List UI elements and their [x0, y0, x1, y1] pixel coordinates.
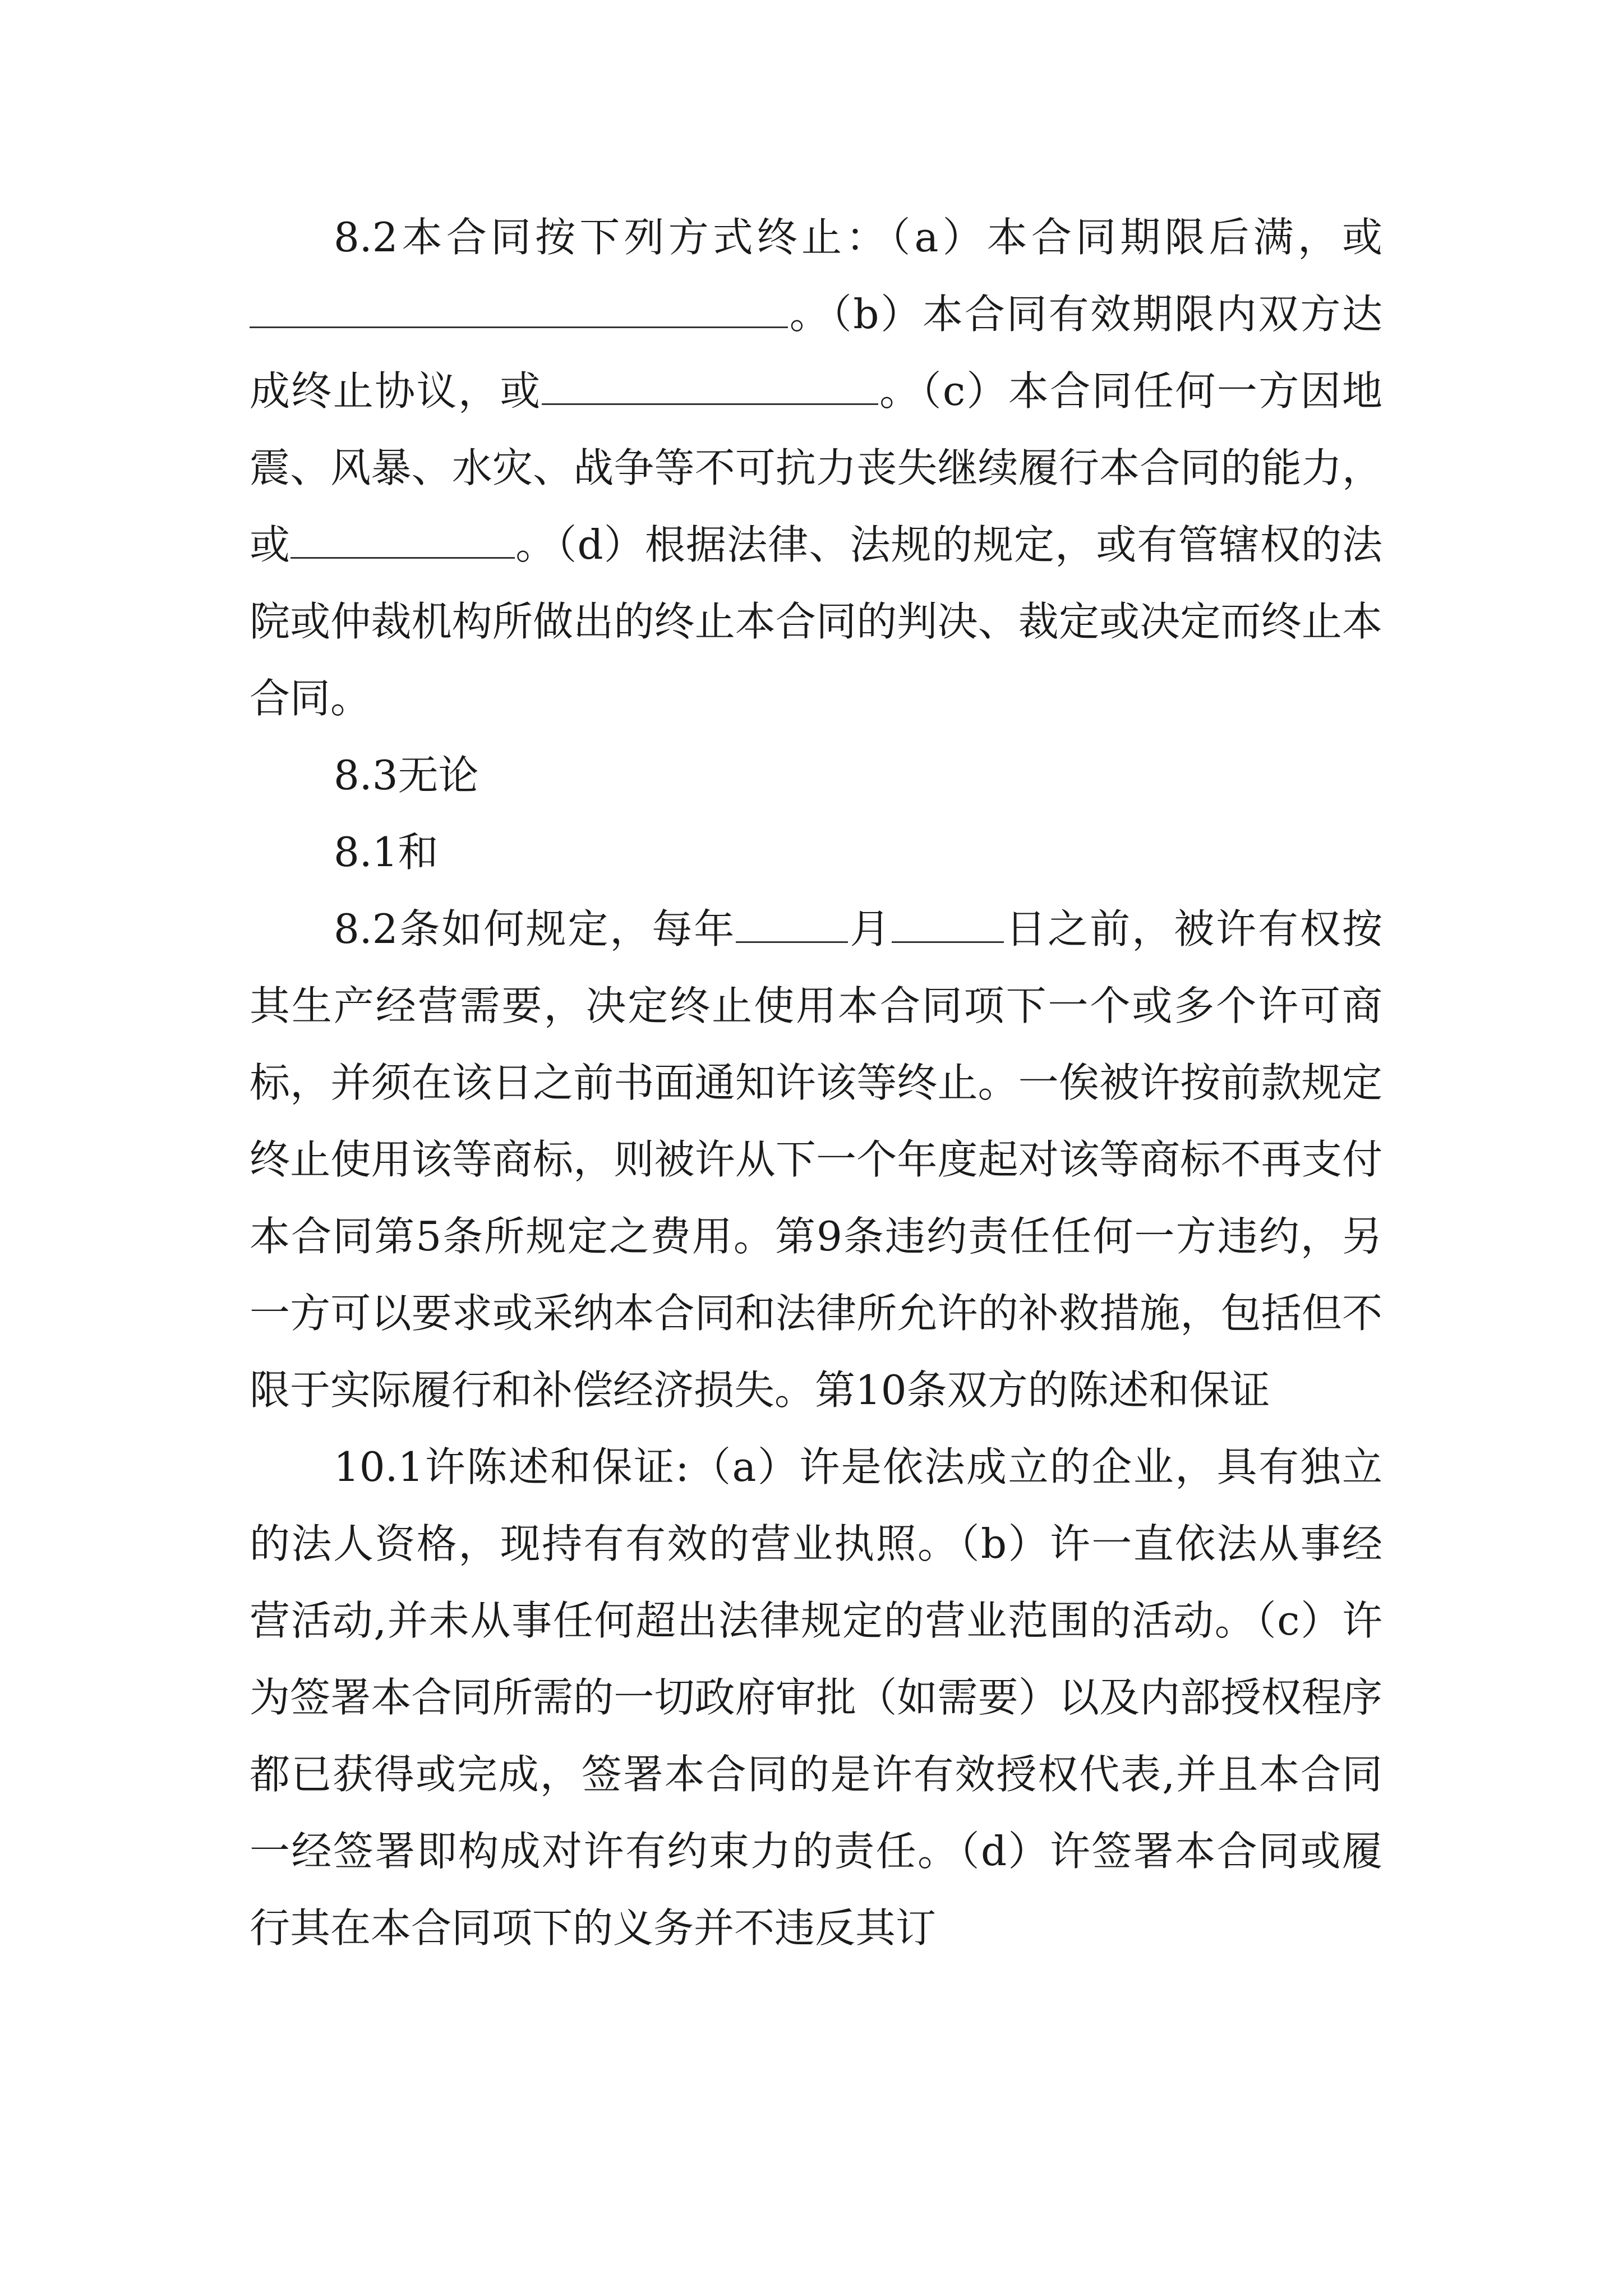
fill-in-blank-month	[736, 905, 848, 943]
fill-in-blank	[291, 521, 515, 559]
paragraph-10-1: 10.1许陈述和保证:（a）许是依法成立的企业，具有独立的法人资格，现持有有效的营业执照。（b）许一直依法从事经营活动,并未从事任何超出法律规定的营业范围的活动。（c）许为签署本合同所需的一切政府审批（如需要）以及内部授权程序都已获得或完成，签署本合同的是许有效授权代表,并且本合同一经签署即构成对许有约束力的责任。（d）许签署本合同或履行其在本合同项下的义务并不违反其订	[250, 1443, 1382, 1952]
paragraph-8-3: 8.3无论	[334, 752, 479, 799]
text-segment: 8.2本合同按下列方式终止：（a）本合同期限后满，或	[334, 214, 1382, 261]
text-segment: 。（d）根据法律、法规的规定，或有管辖权的法院或仲裁机构所做出的终止本合同的判决、裁定或决定而终止本合同。	[250, 521, 1382, 722]
text-segment: 日之前，被许有权按其生产经营需要，决定终止使用本合同项下一个或多个许可商标，并须在该日之前书面通知许该等终止。一俟被许按前款规定终止使用该等商标，则被许从下一个年度起对该等商标不再支付本合同第5条所规定之费用。第9条违约责任任何一方违约，另一方可以要求或采纳本合同和法律所允许的补救措施，包括但不限于实际履行和补偿经济损失。第10条双方的陈述和保证	[250, 905, 1382, 1414]
text-segment: 8.2条如何规定，每年	[334, 905, 736, 953]
paragraph-8-2-termination	[250, 199, 1382, 737]
fill-in-blank	[542, 367, 878, 405]
text-segment: 月	[848, 905, 892, 953]
fill-in-blank-day	[892, 905, 1004, 943]
paragraph-8-2-annual-termination	[250, 891, 1382, 1429]
text-segment: 。（b）本合同有效期限内双方达成终止协议，或	[250, 291, 1382, 415]
document-body	[250, 199, 1382, 1967]
fill-in-blank	[250, 290, 788, 328]
text-segment: 。（c）本合同任何一方因地震、风暴、水灾、战争等不可抗力丧失继续履行本合同的能力，或	[250, 367, 1382, 568]
paragraph-8-1: 8.1和	[334, 829, 439, 876]
